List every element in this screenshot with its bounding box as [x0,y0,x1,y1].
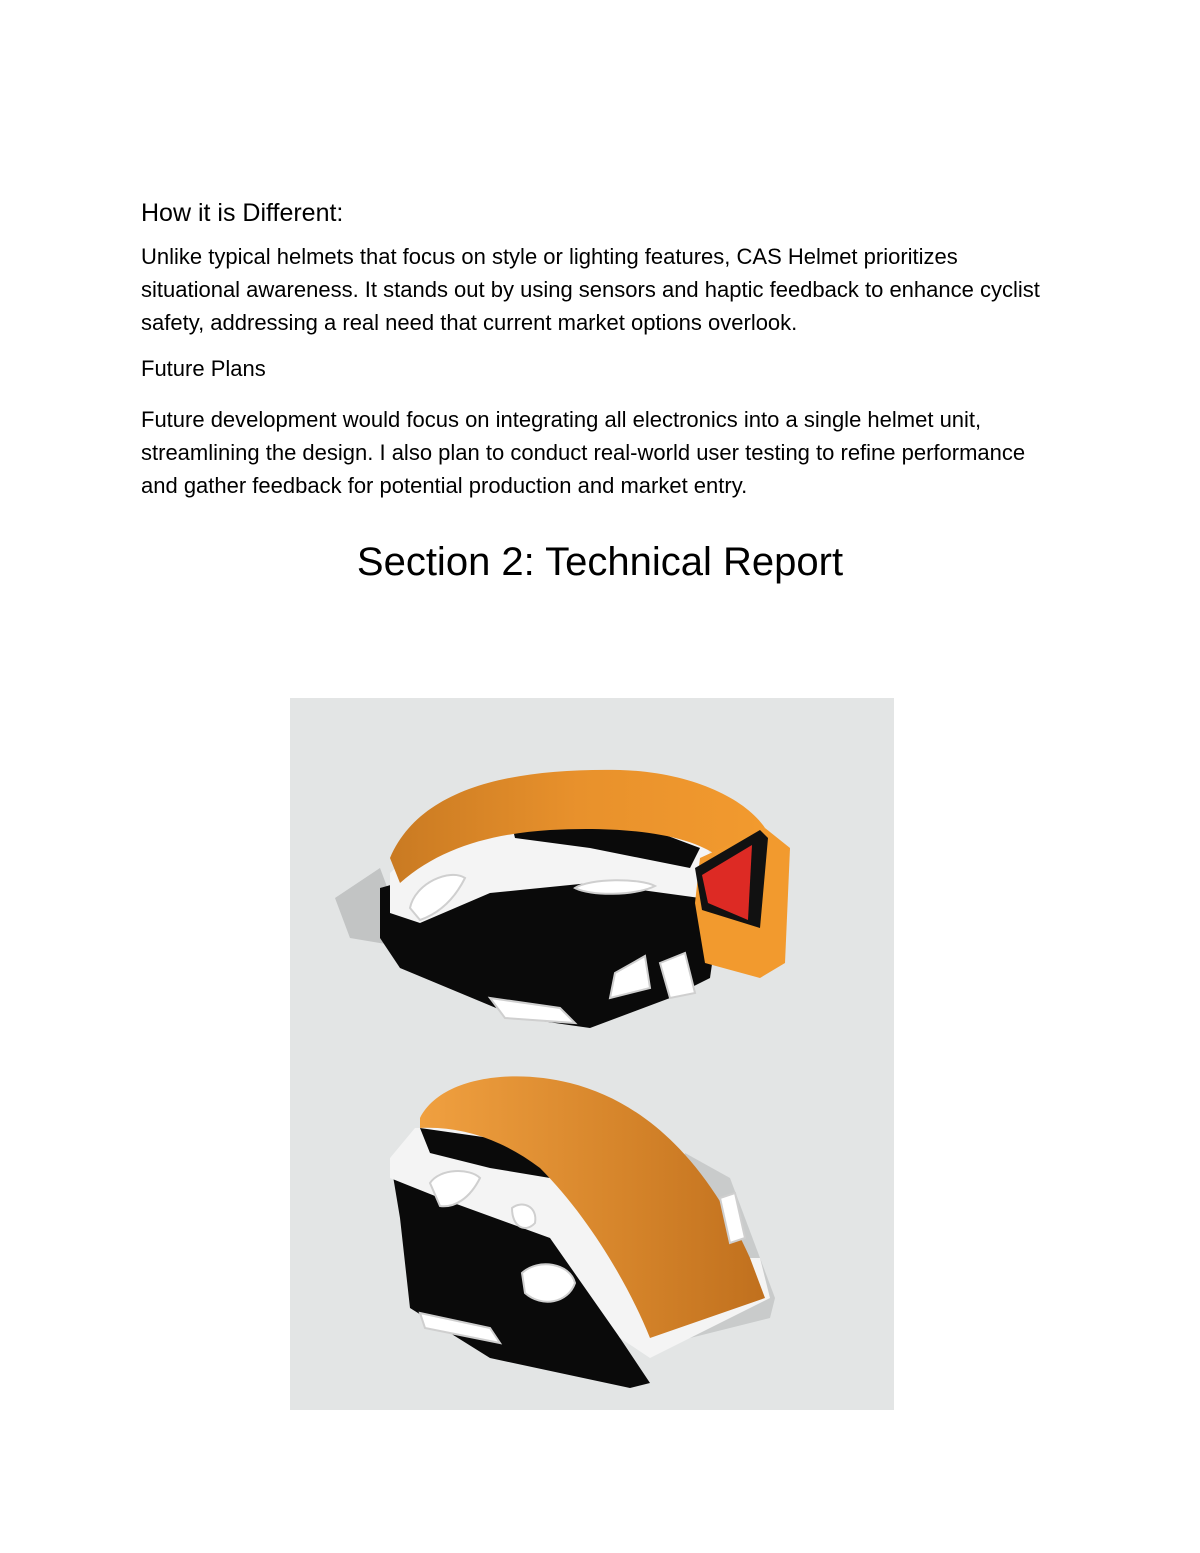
future-plans-heading: Future Plans [141,356,266,381]
paragraph-how-different: Unlike typical helmets that focus on style or lighting features, CAS Helmet prioritizes situational awareness. It stands out by using sensors and haptic feedback to enhance cyclist safety, addressing a real need that current market options overlook. [141,244,1040,335]
helmet-module-bottom [390,1076,775,1388]
section-heading: How it is Different: [141,199,344,227]
helmet-render-image [290,698,894,1410]
section-title: Section 2: Technical Report [356,540,844,584]
helmet-render-figure [290,698,894,1410]
paragraph-future-plans: Future development would focus on integrating all electronics into a single helmet unit, streamlining the design. I also plan to conduct real-world user testing to refine performance and gather feedback for potential production and market entry. [141,407,1026,498]
helmet-module-top [335,770,790,1028]
